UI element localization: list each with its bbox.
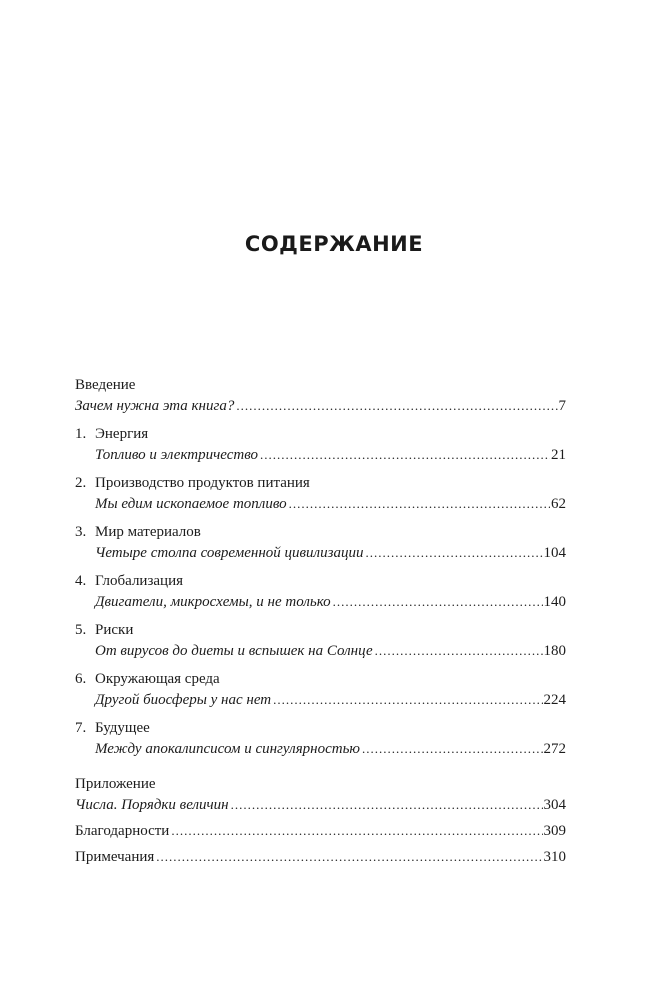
toc-entry-notes[interactable] (75, 846, 566, 868)
page-number: 309 (543, 823, 566, 839)
toc-entry[interactable] (75, 640, 566, 662)
entry-subtitle: Двигатели, микросхемы, и не только (95, 594, 331, 610)
dot-leader (236, 395, 557, 417)
chapter-number: 2. (75, 475, 87, 491)
dot-leader (171, 820, 542, 842)
chapter-heading (75, 669, 566, 689)
toc-chapter (75, 522, 566, 564)
toc-entry[interactable] (75, 689, 566, 711)
chapter-heading (75, 522, 566, 542)
toc-section-intro (75, 375, 566, 417)
chapter-number: 5. (75, 622, 87, 638)
toc-entry[interactable] (75, 591, 566, 613)
chapter-number: 6. (75, 671, 87, 687)
page-number: 310 (543, 849, 566, 865)
entry-subtitle: Между апокалипсисом и сингулярностью (95, 741, 360, 757)
toc-chapter (75, 424, 566, 466)
dot-leader (231, 794, 543, 816)
page-number: 304 (543, 797, 566, 813)
chapter-title: Окружающая среда (95, 671, 220, 687)
toc-entry-acknowledgements[interactable] (75, 820, 566, 842)
chapter-title: Энергия (95, 426, 149, 442)
dot-leader (289, 493, 550, 515)
section-heading: Приложение (75, 776, 156, 792)
page-number: 272 (543, 741, 566, 757)
page-title: СОДЕРЖАНИЕ (244, 232, 424, 256)
entry-subtitle: Мы едим ископаемое топливо (95, 496, 287, 512)
dot-leader (273, 689, 542, 711)
page-number: 21 (551, 447, 566, 463)
toc-entry[interactable] (75, 395, 566, 417)
page-number: 180 (543, 643, 566, 659)
page-number: 104 (543, 545, 566, 561)
chapter-title: Глобализация (95, 573, 184, 589)
chapter-title: Будущее (95, 720, 150, 736)
page-number: 224 (543, 692, 566, 708)
toc-chapter (75, 620, 566, 662)
toc-chapter (75, 669, 566, 711)
dot-leader (260, 444, 550, 466)
entry-subtitle: Другой биосферы у нас нет (95, 692, 272, 708)
chapter-number: 1. (75, 426, 87, 442)
chapter-heading (75, 620, 566, 640)
toc-section-appendix (75, 774, 566, 816)
page-number: 7 (558, 398, 566, 414)
toc-entry[interactable] (75, 493, 566, 515)
toc-chapter (75, 718, 566, 760)
dot-leader (333, 591, 543, 613)
entry-subtitle: От вирусов до диеты и вспышек на Солнце (95, 643, 373, 659)
page-number: 140 (543, 594, 566, 610)
toc-entry[interactable] (75, 738, 566, 760)
chapter-heading (75, 571, 566, 591)
dot-leader (365, 542, 542, 564)
table-of-contents (75, 375, 566, 868)
chapter-heading (75, 718, 566, 738)
chapter-heading (75, 424, 566, 444)
chapter-title: Мир материалов (95, 524, 201, 540)
section-heading: Введение (75, 377, 136, 393)
toc-entry[interactable] (75, 794, 566, 816)
entry-title: Благодарности (75, 823, 170, 839)
dot-leader (156, 846, 542, 868)
toc-entry[interactable] (75, 444, 566, 466)
entry-subtitle: Зачем нужна эта книга? (75, 398, 235, 414)
toc-chapter (75, 473, 566, 515)
entry-title: Примечания (75, 849, 155, 865)
chapter-heading (75, 473, 566, 493)
entry-subtitle: Числа. Порядки величин (75, 797, 229, 813)
chapter-number: 3. (75, 524, 87, 540)
entry-subtitle: Топливо и электричество (95, 447, 259, 463)
chapter-title: Риски (95, 622, 134, 638)
toc-entry[interactable] (75, 542, 566, 564)
dot-leader (375, 640, 543, 662)
entry-subtitle: Четыре столпа современной цивилизации (95, 545, 364, 561)
toc-chapter (75, 571, 566, 613)
chapter-title: Производство продуктов питания (95, 475, 310, 491)
page-number: 62 (551, 496, 566, 512)
chapter-number: 7. (75, 720, 87, 736)
chapter-number: 4. (75, 573, 87, 589)
dot-leader (362, 738, 543, 760)
